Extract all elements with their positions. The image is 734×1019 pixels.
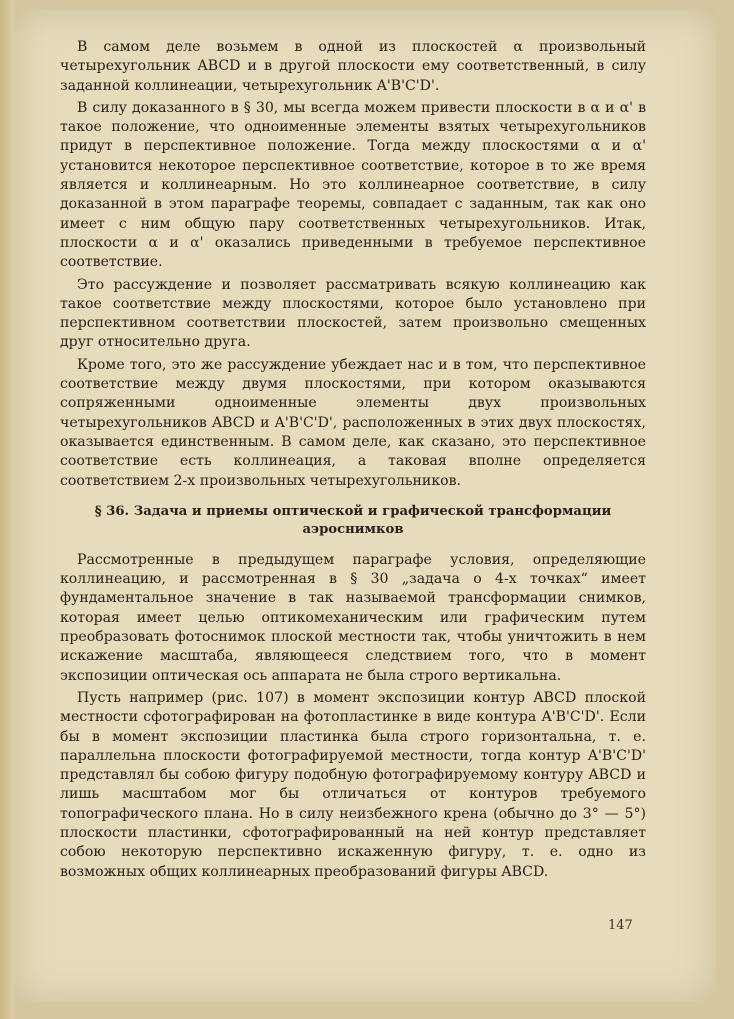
paragraph: Рассмотренные в предыдущем параграфе условия, определяющие коллинеацию, и рассмотренная в § 30 „задача о 4-х точках“ имеет фундаментальное значение в так называемой трансформации снимков, которая имеет целью оптикомеханическим или графическим путем преобразовать фотоснимок плоской местности так, чтобы уничтожить в нем искажение масштаба, являющееся следствием того, что в момент экспозиции оптическая ось аппарата не была строго вертикальна. <box>60 551 646 684</box>
page-body <box>60 38 646 882</box>
paragraph: Это рассуждение и позволяет рассматривать всякую коллинеацию как такое соответствие между плоскостями, которое было установлено при перспективном соответствии плоскостей, затем произвольно смещенных друг относительно друга. <box>60 276 646 351</box>
paragraph: Пусть например (рис. 107) в момент экспозиции контур ABCD плоской местности сфотографирован на фотопластинке в виде контура A'B'C'D'. Если бы в момент экспозиции пластинка была строго горизонтальна, т. е. параллельна плоскости фотографируемой местности, тогда контур A'B'C'D' представлял бы собою фигуру подобную фотографируемому контуру ABCD и лишь масштабом мог бы отличаться от контуров требуемого топографического плана. Но в силу неизбежного крена (обычно до 3° — 5°) плоскости пластинки, сфотографированный на ней контур представляет собою некоторую перспективно искаженную фигуру, т. е. одно из возможных общих коллинеарных преобразований фигуры ABCD. <box>60 689 646 880</box>
paragraph: В самом деле возьмем в одной из плоскостей α произвольный четырехугольник ABCD и в другой плоскости ему соответственный, в силу заданной коллинеации, четырехугольник A'B'C'D'. <box>60 39 646 94</box>
book-page <box>14 10 716 1002</box>
book-spine-shadow <box>0 0 14 1019</box>
section-heading: § 36. Задача и приемы оптической и графической трансформации аэроснимков <box>94 503 612 537</box>
paragraph: В силу доказанного в § 30, мы всегда можем привести плоскости в α и α' в такое положение, что одноименные элементы взятых четырехугольников придут в перспективное положение. Тогда между плоскостями α и α' установится некоторое перспективное соответствие, которое в то же время является и коллинеарным. Но это коллинеарное соответствие, в силу доказанной в этом параграфе теоремы, совпадает с заданным, так как оно имеет с ним общую пару соответственных четырехугольников. Итак, плоскости α и α' оказались приведенными в требуемое перспективное соответствие. <box>60 99 646 271</box>
page-number: 147 <box>608 918 633 933</box>
paragraph: Кроме того, это же рассуждение убеждает нас и в том, что перспективное соответствие между двумя плоскостями, при котором оказываются сопряженными одноименные элементы двух произвольных четырехугольников ABCD и A'B'C'D', расположенных в этих двух плоскостях, оказывается единственным. В самом деле, как сказано, это перспективное соответствие есть коллинеация, а таковая вполне определяется соответствием 2-х произвольных четырехугольников. <box>60 356 646 489</box>
